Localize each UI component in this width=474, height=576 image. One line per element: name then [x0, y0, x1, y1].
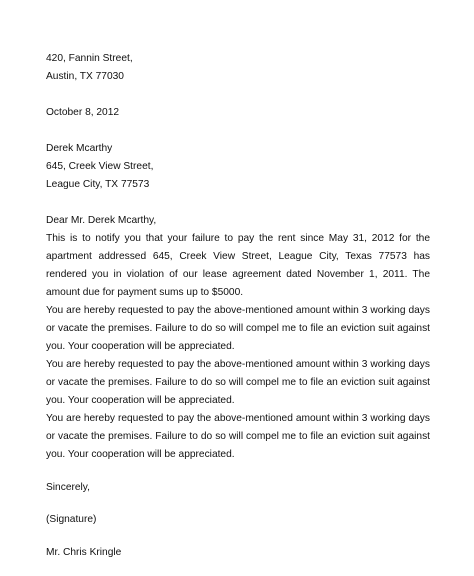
sender-address: [46, 50, 430, 86]
body-paragraph-4: You are hereby requested to pay the above-mentioned amount within 3 working days or vacate the premises. Failure to do so will compel me to file an eviction suit against you. Your cooperation will be appreciated.: [46, 413, 430, 460]
letter-page: [46, 50, 430, 562]
sender-address-line1: 420, Fannin Street,: [46, 53, 133, 64]
recipient-name: Derek Mcarthy: [46, 143, 113, 154]
letter-date: October 8, 2012: [46, 107, 120, 118]
recipient-address-line1: 645, Creek View Street,: [46, 161, 154, 172]
closing: Sincerely,: [46, 482, 90, 493]
signature: (Signature): [46, 514, 97, 525]
body-paragraph-2: You are hereby requested to pay the above-mentioned amount within 3 working days or vacate the premises. Failure to do so will compel me to file an eviction suit against you. Your cooperation will be appreciated.: [46, 305, 430, 352]
body-paragraph-3: You are hereby requested to pay the above-mentioned amount within 3 working days or vacate the premises. Failure to do so will compel me to file an eviction suit against you. Your cooperation will be appreciated.: [46, 359, 430, 406]
body-paragraph-1: This is to notify you that your failure to pay the rent since May 31, 2012 for the apartment addressed 645, Creek View Street, League City, Texas 77573 has rendered you in violation of our lease agreement dated November 1, 2011. The amount due for payment sums up to $5000.: [46, 233, 430, 298]
sender-address-line2: Austin, TX 77030: [46, 71, 124, 82]
signer-name: Mr. Chris Kringle: [46, 547, 122, 558]
recipient-address-line2: League City, TX 77573: [46, 179, 150, 190]
recipient-address: [46, 140, 430, 194]
salutation: Dear Mr. Derek Mcarthy,: [46, 215, 157, 226]
